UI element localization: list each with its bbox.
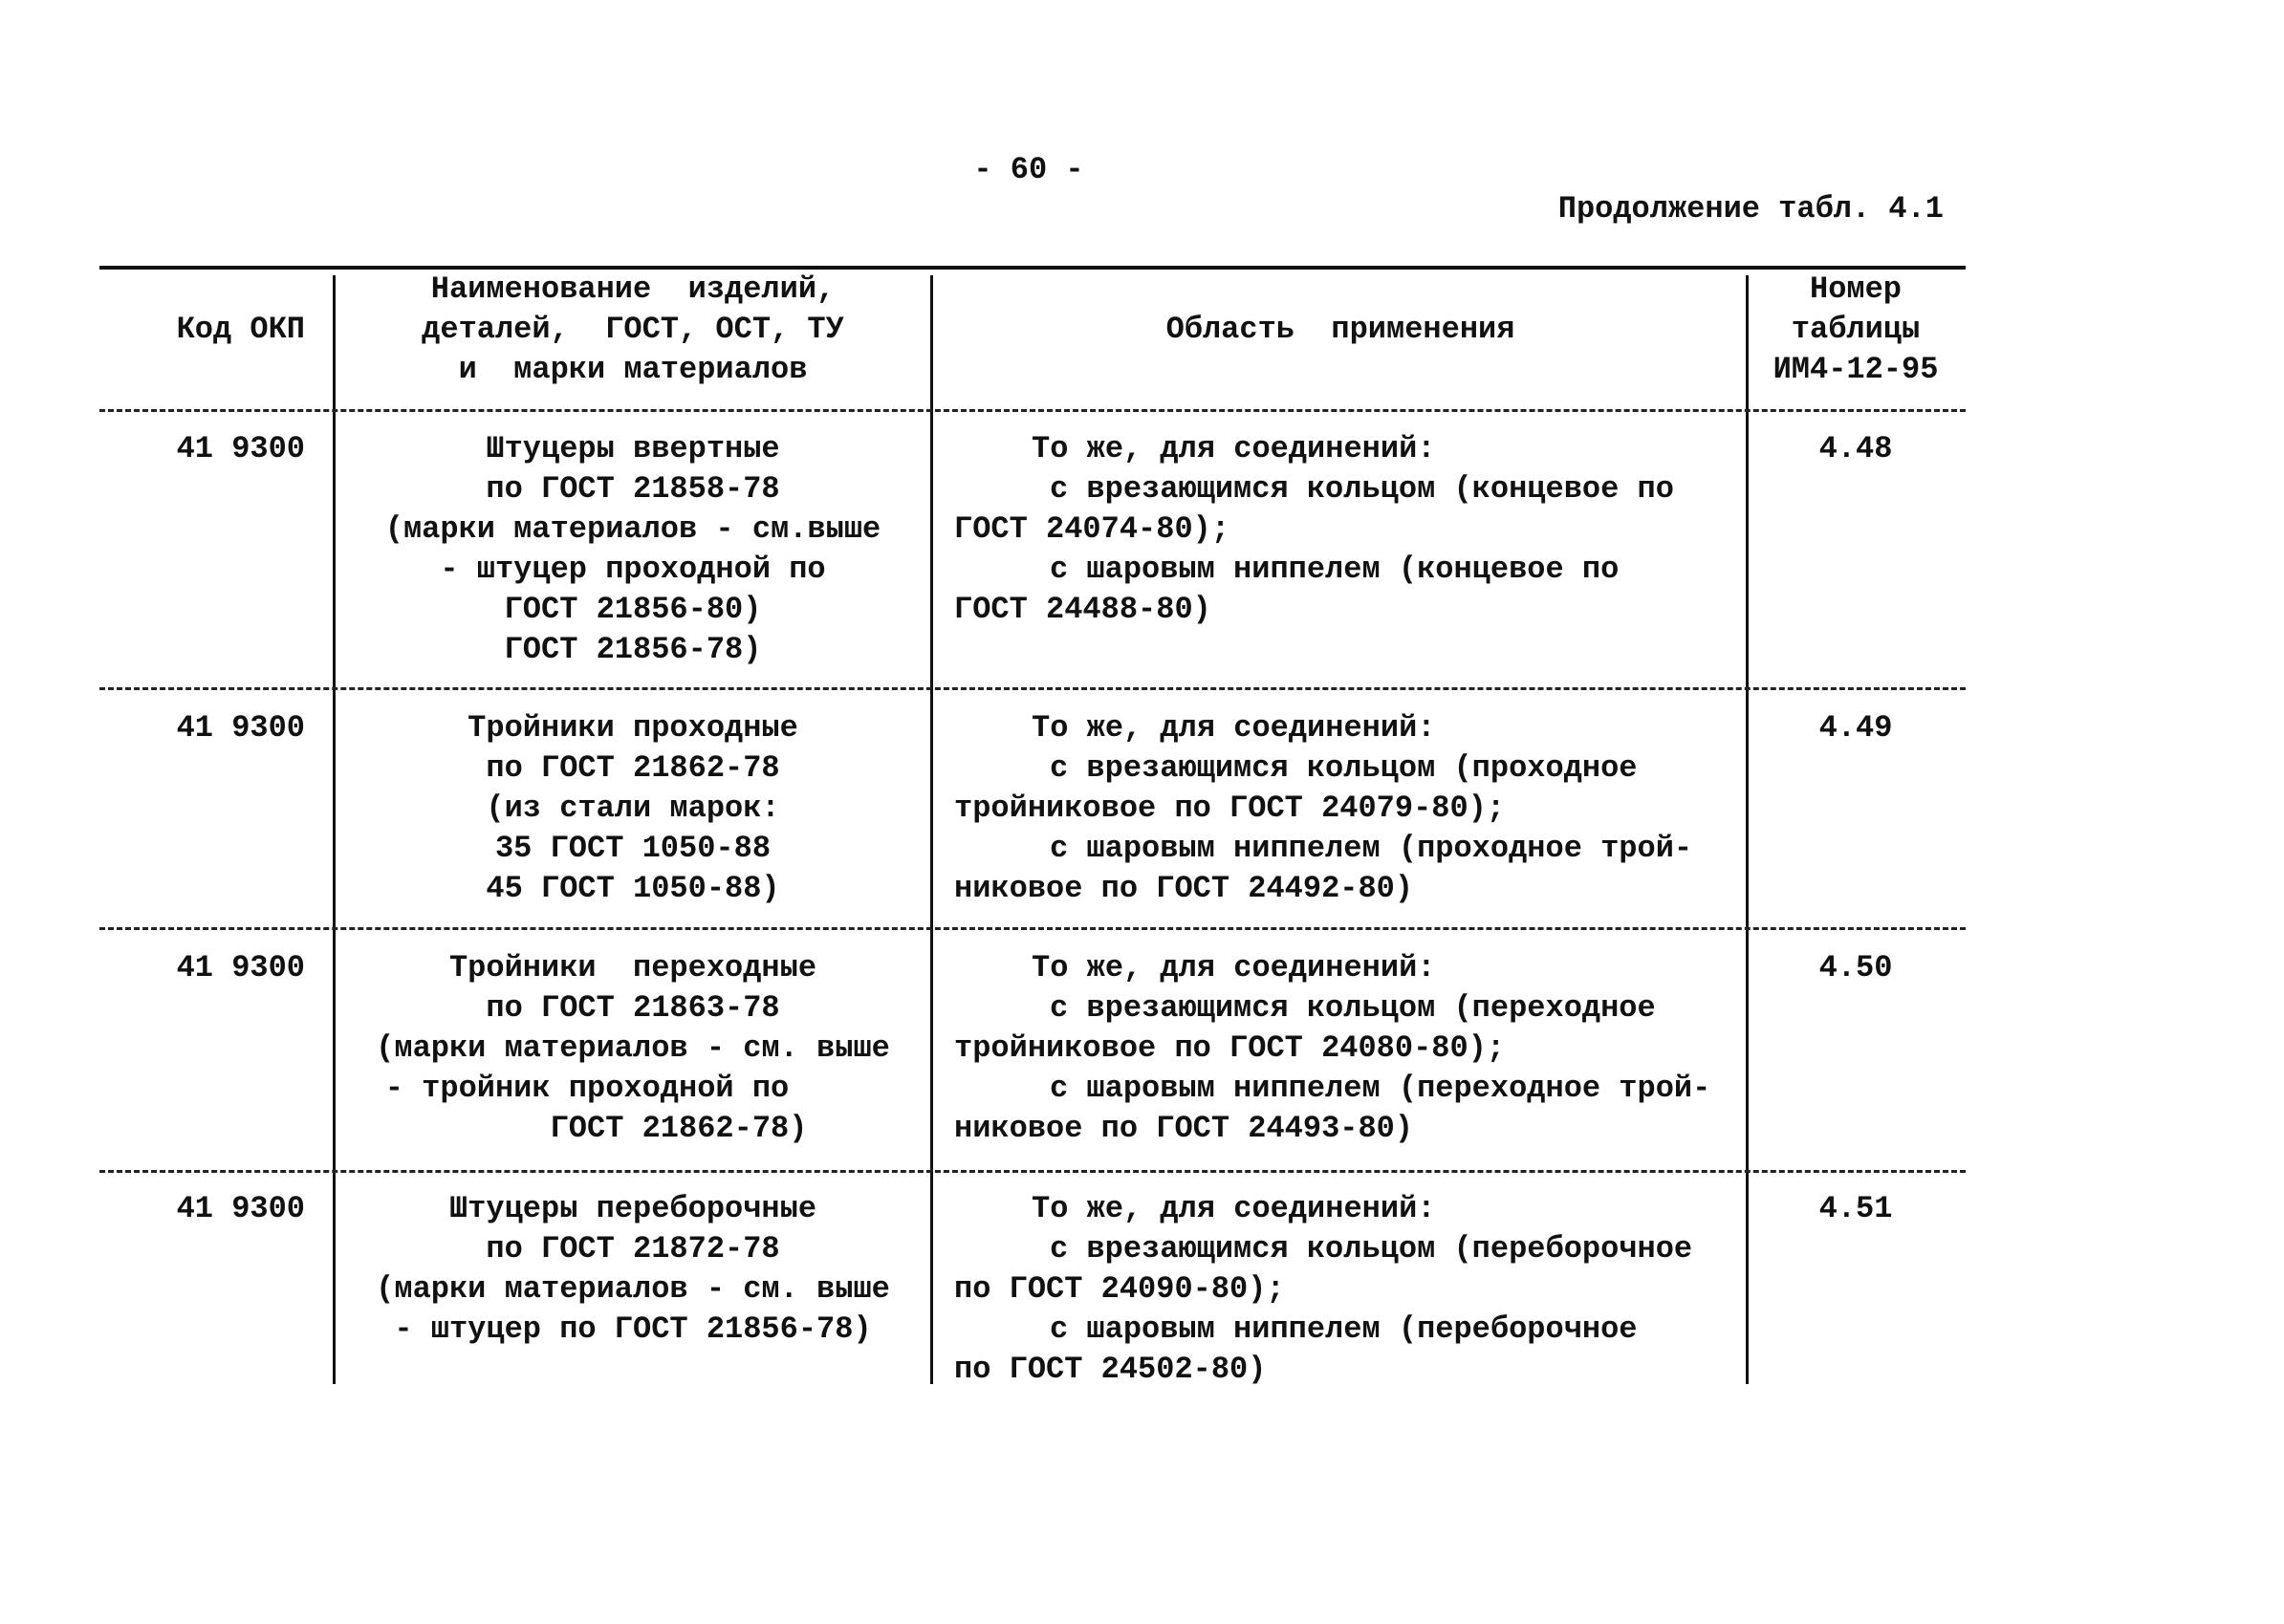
product-name-line: по ГОСТ 21862-78 [486, 750, 780, 786]
application-line: тройниковое по ГОСТ 24080-80); [954, 1030, 1506, 1066]
row-separator [99, 687, 1966, 690]
application-line: по ГОСТ 24502-80) [954, 1352, 1267, 1387]
application-line: с врезающимся кольцом (проходное [1050, 750, 1638, 786]
application-line: с шаровым ниппелем (переходное трой- [1050, 1071, 1711, 1106]
application-area [935, 429, 1746, 630]
okp-code: 41 9300 [176, 710, 305, 746]
product-name-line: Штуцеры ввертные [486, 431, 780, 466]
row-separator [99, 927, 1966, 930]
product-name-line: (марки материалов - см.выше [384, 511, 881, 547]
page-number: - 60 - [973, 152, 1084, 187]
product-name-line: Тройники переходные [448, 950, 817, 985]
row-separator [99, 409, 1966, 412]
application-line: То же, для соединений: [1032, 710, 1436, 746]
table-number: 4.50 [1818, 950, 1893, 985]
product-name [337, 708, 929, 909]
product-name-line: (марки материалов - см. выше [376, 1030, 890, 1066]
product-name-line: - тройник проходной по [384, 1071, 881, 1106]
application-line: с шаровым ниппелем (переборочное [1050, 1311, 1638, 1347]
row-separator [99, 1170, 1966, 1173]
application-line: никовое по ГОСТ 24492-80) [954, 871, 1414, 906]
table-number: 4.51 [1818, 1191, 1893, 1226]
application-line: То же, для соединений: [1032, 1191, 1436, 1226]
product-name-line: по ГОСТ 21858-78 [486, 471, 780, 507]
header-application: Область применения [1165, 312, 1515, 347]
application-line: с шаровым ниппелем (концевое по [1050, 552, 1620, 587]
application-line: с шаровым ниппелем (проходное трой- [1050, 831, 1693, 866]
column-divider [333, 275, 336, 1384]
product-name-line: ГОСТ 21862-78) [458, 1111, 808, 1146]
application-line: тройниковое по ГОСТ 24079-80); [954, 790, 1506, 826]
header-name [337, 270, 929, 390]
header-table-no [1750, 270, 1962, 390]
product-name-line: ГОСТ 21856-80) [504, 592, 762, 627]
product-name [337, 948, 929, 1149]
table-number: 4.49 [1818, 710, 1893, 746]
header-name-line: деталей, ГОСТ, ОСТ, ТУ [422, 312, 844, 347]
product-name-line: по ГОСТ 21872-78 [486, 1231, 780, 1267]
application-line: с врезающимся кольцом (переходное [1050, 990, 1656, 1026]
header-table-no-line: таблицы [1791, 312, 1921, 347]
application-line: ГОСТ 24488-80) [954, 592, 1211, 627]
product-name [337, 1189, 929, 1350]
product-name-line: (марки материалов - см. выше [376, 1271, 890, 1307]
application-line: с врезающимся кольцом (переборочное [1050, 1231, 1693, 1267]
application-line: ГОСТ 24074-80); [954, 511, 1230, 547]
okp-code: 41 9300 [176, 950, 305, 985]
okp-code: 41 9300 [176, 431, 305, 466]
header-table-no-line: Номер [1809, 271, 1902, 307]
column-divider [930, 275, 933, 1384]
product-name-line: - штуцер по ГОСТ 21856-78) [394, 1311, 872, 1347]
product-name-line: - штуцер проходной по [440, 552, 826, 587]
product-name-line: 45 ГОСТ 1050-88) [486, 871, 780, 906]
table-number: 4.48 [1818, 431, 1893, 466]
application-area [935, 1189, 1746, 1390]
okp-code: 41 9300 [176, 1191, 305, 1226]
product-name [337, 429, 929, 670]
product-name-line: Штуцеры переборочные [448, 1191, 817, 1226]
application-line: То же, для соединений: [1032, 950, 1436, 985]
application-area [935, 708, 1746, 909]
product-name-line: 35 ГОСТ 1050-88 [494, 831, 772, 866]
header-table-no-line: ИМ4-12-95 [1773, 352, 1939, 387]
header-name-line: и марки материалов [458, 352, 808, 387]
product-name-line: (из стали марок: [486, 790, 780, 826]
application-line: по ГОСТ 24090-80); [954, 1271, 1285, 1307]
product-name-line: ГОСТ 21856-78) [504, 632, 762, 667]
product-name-line: по ГОСТ 21863-78 [486, 990, 780, 1026]
column-divider [1746, 275, 1749, 1384]
product-name-line: Тройники проходные [468, 710, 798, 746]
application-line: никовое по ГОСТ 24493-80) [954, 1111, 1414, 1146]
application-area [935, 948, 1746, 1149]
application-line: То же, для соединений: [1032, 431, 1436, 466]
table-continuation-label: Продолжение табл. 4.1 [1557, 191, 1944, 227]
application-line: с врезающимся кольцом (концевое по [1050, 471, 1674, 507]
header-name-line: Наименование изделий, [430, 271, 836, 307]
header-code: Код ОКП [176, 312, 305, 347]
